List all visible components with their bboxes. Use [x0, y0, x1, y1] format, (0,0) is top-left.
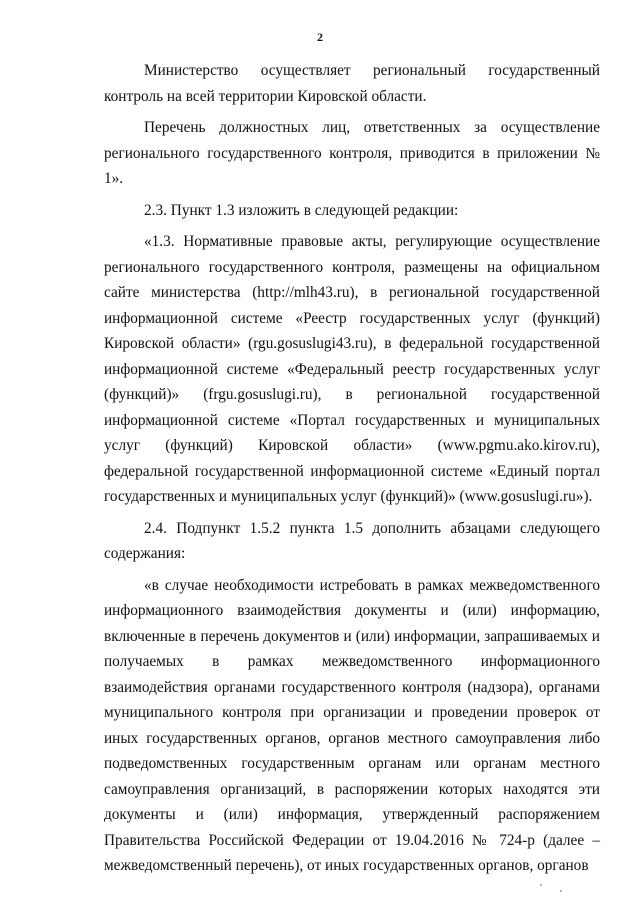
page-number: 2 [317, 30, 323, 44]
scan-speck [560, 890, 562, 892]
paragraph-item-2-4: 2.4. Подпункт 1.5.2 пункта 1.5 дополнить абзацами следующего содержания: [104, 519, 600, 562]
paragraph-officials-list: Перечень должностных лиц, ответственных за осуществление регионального государственного контроля, приводится в приложении № 1». [104, 119, 600, 187]
paragraph-ministry-control: Министерство осуществляет региональный государственный контроль на всей территории Кировской области. [104, 62, 600, 105]
scan-speck [540, 884, 542, 886]
document-body [104, 58, 600, 885]
paragraph-item-2-3: 2.3. Пункт 1.3 изложить в следующей редакции: [144, 201, 459, 219]
paragraph-interagency-request: «в случае необходимости истребовать в рамках межведомственного информационного взаимодействия документы и (или) информацию, включенные в перечень документов и (или) информации, запрашиваемых и получаемых в рамках межведомственного информационного взаимодействия органами государственного контроля (надзора), органами муниципального контроля при организации и проведении проверок от иных государственных органов, органов местного самоуправления либо подведомственных государственным органам или органам местного самоуправления организаций, в распоряжении которых находятся эти документы и (или) информация, утвержденный распоряжением Правительства Российской Федерации от 19.04.2016 № 724-р (далее – межведомственный перечень), от иных государственных органов, органов [104, 576, 600, 874]
paragraph-item-1-3-legal-acts: «1.3. Нормативные правовые акты, регулирующие осуществление регионального государственного контроля, размещены на официальном сайте министерства (http://mlh43.ru), в региональной государственной информационной системе «Реестр государственных услуг (функций) Кировской области» (rgu.gosuslugi43.ru), в федеральной государственной информационной системе «Федеральный реестр государственных услуг (функций)» (frgu.gosuslugi.ru), в региональной государственной информационной системе «Портал государственных и муниципальных услуг (функций) Кировской области» (www.pgmu.ako.kirov.ru), федеральной государственной информационной системе «Единый портал государственных и муниципальных услуг (функций)» (www.gosuslugi.ru»). [104, 233, 600, 505]
